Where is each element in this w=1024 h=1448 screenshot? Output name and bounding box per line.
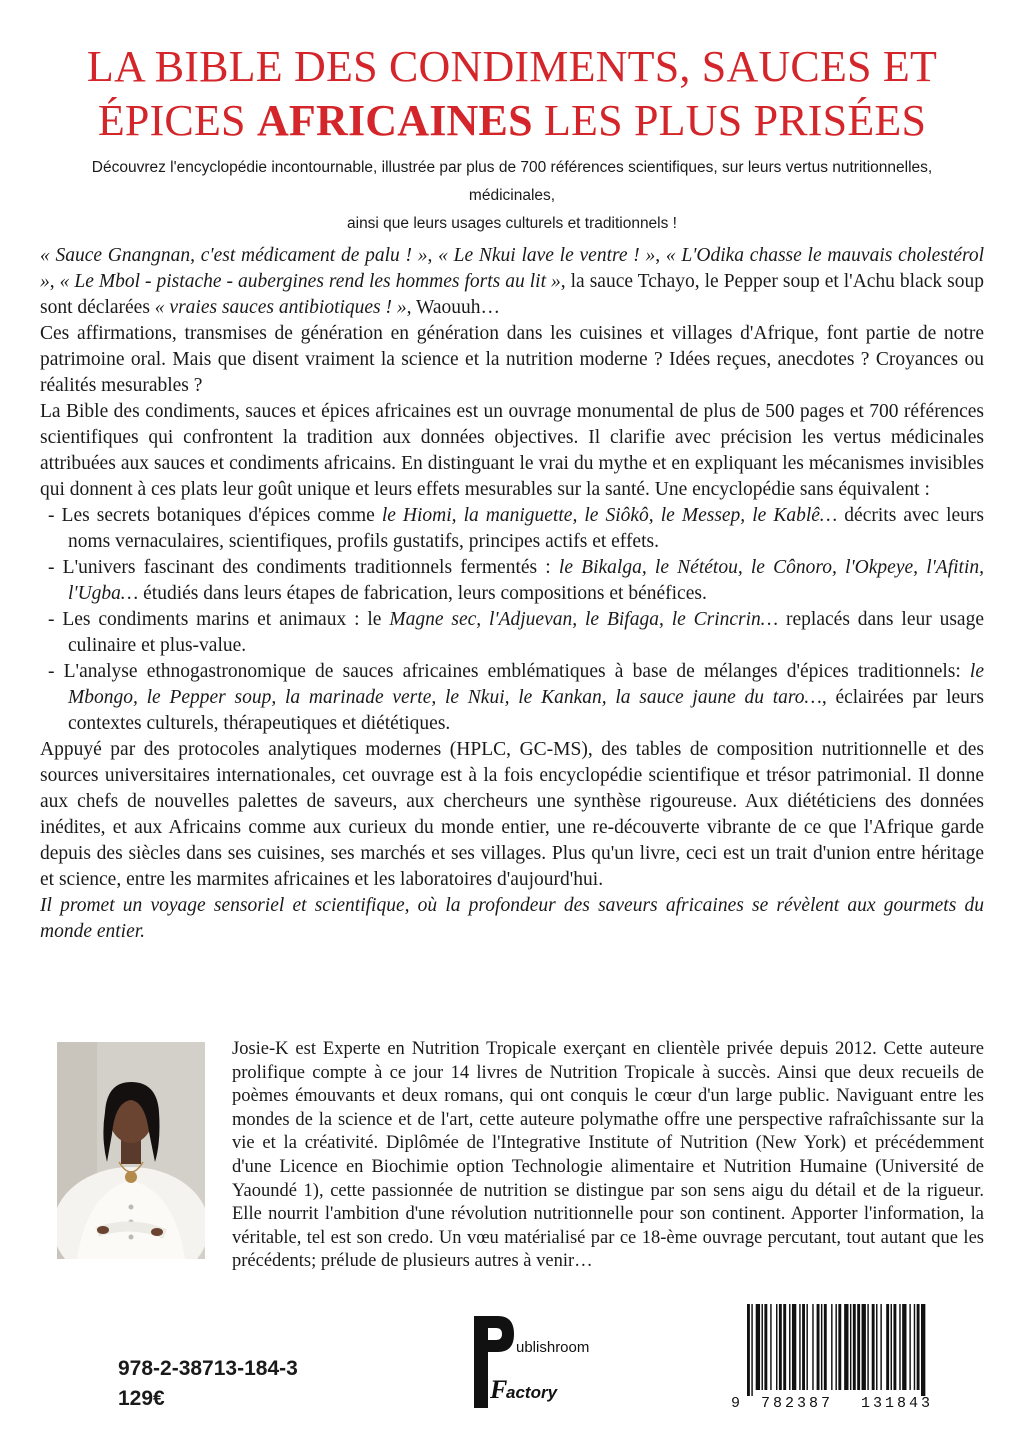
barcode-bar <box>880 1304 881 1390</box>
title-line-2-c: LES PLUS PRISÉES <box>532 96 927 145</box>
bullet-text: replacés dans leur usage culinaire et plus-value. <box>68 609 984 656</box>
title-line-2-bold: AFRICAINES <box>256 96 533 145</box>
back-cover-text <box>40 243 984 945</box>
barcode-bar <box>747 1304 750 1396</box>
barcode-bar <box>876 1304 877 1390</box>
barcode-bar <box>909 1304 910 1390</box>
bullet-spices <box>40 503 984 555</box>
barcode-digit-first: 9 <box>731 1395 741 1412</box>
title-line-2 <box>20 94 1004 148</box>
barcode-bar <box>867 1304 868 1390</box>
subtitle-line-1: Découvrez l'encyclopédie incontournable, illustrée par plus de 700 références scientifiques, sur leurs vertus nutritionnelles, médicinales, <box>91 159 933 204</box>
book-title <box>20 40 1004 148</box>
barcode-digits-2: 131843 <box>861 1395 934 1412</box>
barcode-bar <box>783 1304 786 1390</box>
subtitle <box>50 154 974 238</box>
bullet-text: - Les secrets botaniques d'épices comme <box>48 505 382 526</box>
barcode-bar <box>902 1304 906 1390</box>
intro-end: , Waouuh… <box>406 297 501 318</box>
barcode-icon <box>727 1300 973 1412</box>
price: 129€ <box>118 1387 165 1410</box>
barcode <box>727 1300 973 1412</box>
bullet-italic: le Hiomi, la maniguette, le Siôkô, le Messep, le Kablê… <box>381 505 838 526</box>
isbn: 978-2-38713-184-3 <box>118 1357 298 1380</box>
book-info <box>118 1354 298 1414</box>
barcode-bar <box>806 1304 807 1390</box>
bullet-text: - Les condiments marins et animaux : le <box>48 609 390 630</box>
quote-3: « L'Odika chasse le mauvais cholestérol » <box>40 245 985 292</box>
paragraph-2: Ces affirmations, transmises de génération en génération dans les cuisines et villages d'Afrique, font partie de notre patrimoine oral. Mais que disent vraiment la science et la nutrition moderne ? Idées reçues, anecdotes ? Croyances ou réalités mesurables ? <box>40 323 984 396</box>
title-line-2-a: ÉPICES <box>97 96 257 145</box>
bullet-sauces <box>40 659 984 737</box>
barcode-bar <box>789 1304 790 1390</box>
barcode-bar <box>914 1304 915 1390</box>
quote-1: « Sauce Gnangnan, c'est médicament de palu ! » <box>40 245 428 266</box>
author-photo <box>57 1042 205 1259</box>
quote-4: « Le Mbol - pistache - aubergines rend les hommes forts au lit » <box>59 271 561 292</box>
bullet-italic: le Mbongo, le Pepper soup, la marinade verte, le Nkui, le Kankan, la sauce jaune du taro… <box>68 661 984 708</box>
paragraph-4: Appuyé par des protocoles analytiques modernes (HPLC, GC-MS), des tables de composition nutritionnelle et des sources universitaires internationales, cet ouvrage est à la fois encyclopédie scientifique et trésor patrimonial. Il donne aux chefs de nouvelles palettes de saveurs, aux chercheurs une synthèse rigoureuse. Aux diététiciens des données inédites, et aux Africains comme aux curieux du monde entier, une re-découverte vibrante de ce que l'Afrique garde depuis des siècles dans ses cuisines, ses marchés et ses villages. Plus qu'un livre, ceci est un trait d'union entre héritage et science, entre les marmites africaines et les laboratoires d'aujourd'hui. <box>40 739 984 890</box>
publisher-name: ublishroom <box>516 1339 590 1356</box>
barcode-bar <box>802 1304 805 1390</box>
bullet-text: - L'analyse ethnogastronomique de sauces africaines emblématiques à base de mélanges d'épices traditionnels: <box>48 661 970 682</box>
bullet-fermented <box>40 555 984 607</box>
bullet-italic: le Bikalga, le Nététou, le Cônoro, l'Okpeye, l'Afitin, l'Ugba… <box>68 557 984 604</box>
author-portrait-icon <box>57 1042 205 1259</box>
bullet-text: , éclairées par leurs contextes culturels, thérapeutiques et diététiques. <box>68 687 984 734</box>
paragraph-3: La Bible des condiments, sauces et épices africaines est un ouvrage monumental de plus de 500 pages et 700 références scientifiques qui confrontent la tradition aux données objectives. Il clarifie avec précision les vertus médicinales attribuées aux sauces et condiments africains. En distinguant le vrai du mythe et en expliquant les mécanismes invisibles qui donnent à ces plats leur goût unique et leurs effets mesurables sur la santé. Une encyclopédie sans équivalent : <box>40 401 984 500</box>
barcode-bar <box>862 1304 866 1390</box>
barcode-bar <box>835 1304 836 1390</box>
barcode-bar <box>817 1304 820 1390</box>
barcode-bar <box>770 1304 771 1390</box>
bullet-text: décrits avec leurs noms vernaculaires, scientifiques, profils gustatifs, principes actifs et effets. <box>68 505 984 552</box>
closing-italic: Il promet un voyage sensoriel et scientifique, où la profondeur des saveurs africaines se révèlent aux gourmets du monde entier. <box>40 895 984 942</box>
barcode-bar <box>921 1304 925 1396</box>
barcode-digits-1: 782387 <box>761 1395 834 1412</box>
barcode-bar <box>831 1304 832 1390</box>
title-line-1: LA BIBLE DES CONDIMENTS, SAUCES ET <box>86 42 938 91</box>
bullet-marine <box>40 607 984 659</box>
closing-paragraph <box>40 893 984 945</box>
barcode-bar <box>838 1304 841 1390</box>
barcode-bar <box>756 1304 760 1390</box>
barcode-bar <box>844 1304 848 1390</box>
barcode-bar <box>764 1304 767 1390</box>
barcode-bar <box>824 1304 827 1390</box>
bullet-italic: Magne sec, l'Adjuevan, le Bifaga, le Crincrin… <box>389 609 779 630</box>
svg-text:F: F <box>490 1375 508 1404</box>
separator: , <box>427 245 439 266</box>
author-bio <box>232 1038 984 1274</box>
barcode-bar <box>917 1304 920 1390</box>
publisher-logo <box>470 1310 620 1415</box>
separator: , <box>655 245 666 266</box>
barcode-bar <box>853 1304 856 1390</box>
bullet-text: étudiés dans leurs étapes de fabrication, leurs compositions et bénéfices. <box>138 583 707 604</box>
intro-paragraph <box>40 243 984 321</box>
quote-2: « Le Nkui lave le ventre ! » <box>438 245 656 266</box>
barcode-bar <box>899 1304 900 1390</box>
intro-mid: , la sauce Tchayo, le Pepper soup et l'Achu black soup sont déclarées <box>40 271 984 318</box>
separator: , <box>49 271 60 292</box>
barcode-bar <box>891 1304 892 1390</box>
barcode-bar <box>872 1304 875 1390</box>
barcode-bar <box>751 1304 752 1396</box>
publisher-logo-icon <box>470 1310 620 1415</box>
subtitle-line-2: ainsi que leurs usages culturels et traditionnels ! <box>347 215 677 232</box>
barcode-bar <box>762 1304 763 1390</box>
barcode-bar <box>821 1304 822 1390</box>
barcode-bar <box>886 1304 889 1390</box>
barcode-bar <box>776 1304 777 1390</box>
barcode-bar <box>779 1304 782 1390</box>
barcode-bar <box>799 1304 800 1390</box>
publisher-name-2: actory <box>506 1383 558 1402</box>
barcode-bar <box>812 1304 813 1390</box>
barcode-bar <box>850 1304 851 1390</box>
bullet-text: - L'univers fascinant des condiments traditionnels fermentés : <box>48 557 559 578</box>
barcode-bar <box>857 1304 860 1390</box>
barcode-bar <box>893 1304 896 1390</box>
barcode-bar <box>792 1304 796 1390</box>
bio-text: Josie-K est Experte en Nutrition Tropicale exerçant en clientèle privée depuis 2012. Cette auteure prolifique compte à ce jour 14 livres de Nutrition Tropicale à succès. Ainsi que deux recueils de poèmes émouvants et deux romans, qui ont conquis le cœur d'un large public. Naviguant entre les mondes de la science et de l'art, cette auteure polymathe offre une perspective rafraîchissante sur la vie et la créativité. Diplômée de l'Integrative Institute of Nutrition (New York) et précédemment d'une Licence en Biochimie option Technologie alimentaire et Nutrition Humaine (Université de Yaoundé 1), cette passionnée de nutrition se distingue par son sens aigu du détail et de la rigueur. Elle nourrit l'ambition d'une révolution nutritionnelle pour son continent. Apporter l'information, la véritable, tel est son credo. Un vœu matérialisé par ce 18-ème ouvrage percutant, tout autant que les précédents; prélude de plusieurs autres à venir… <box>232 1039 984 1272</box>
quote-5: « vraies sauces antibiotiques ! » <box>154 297 407 318</box>
